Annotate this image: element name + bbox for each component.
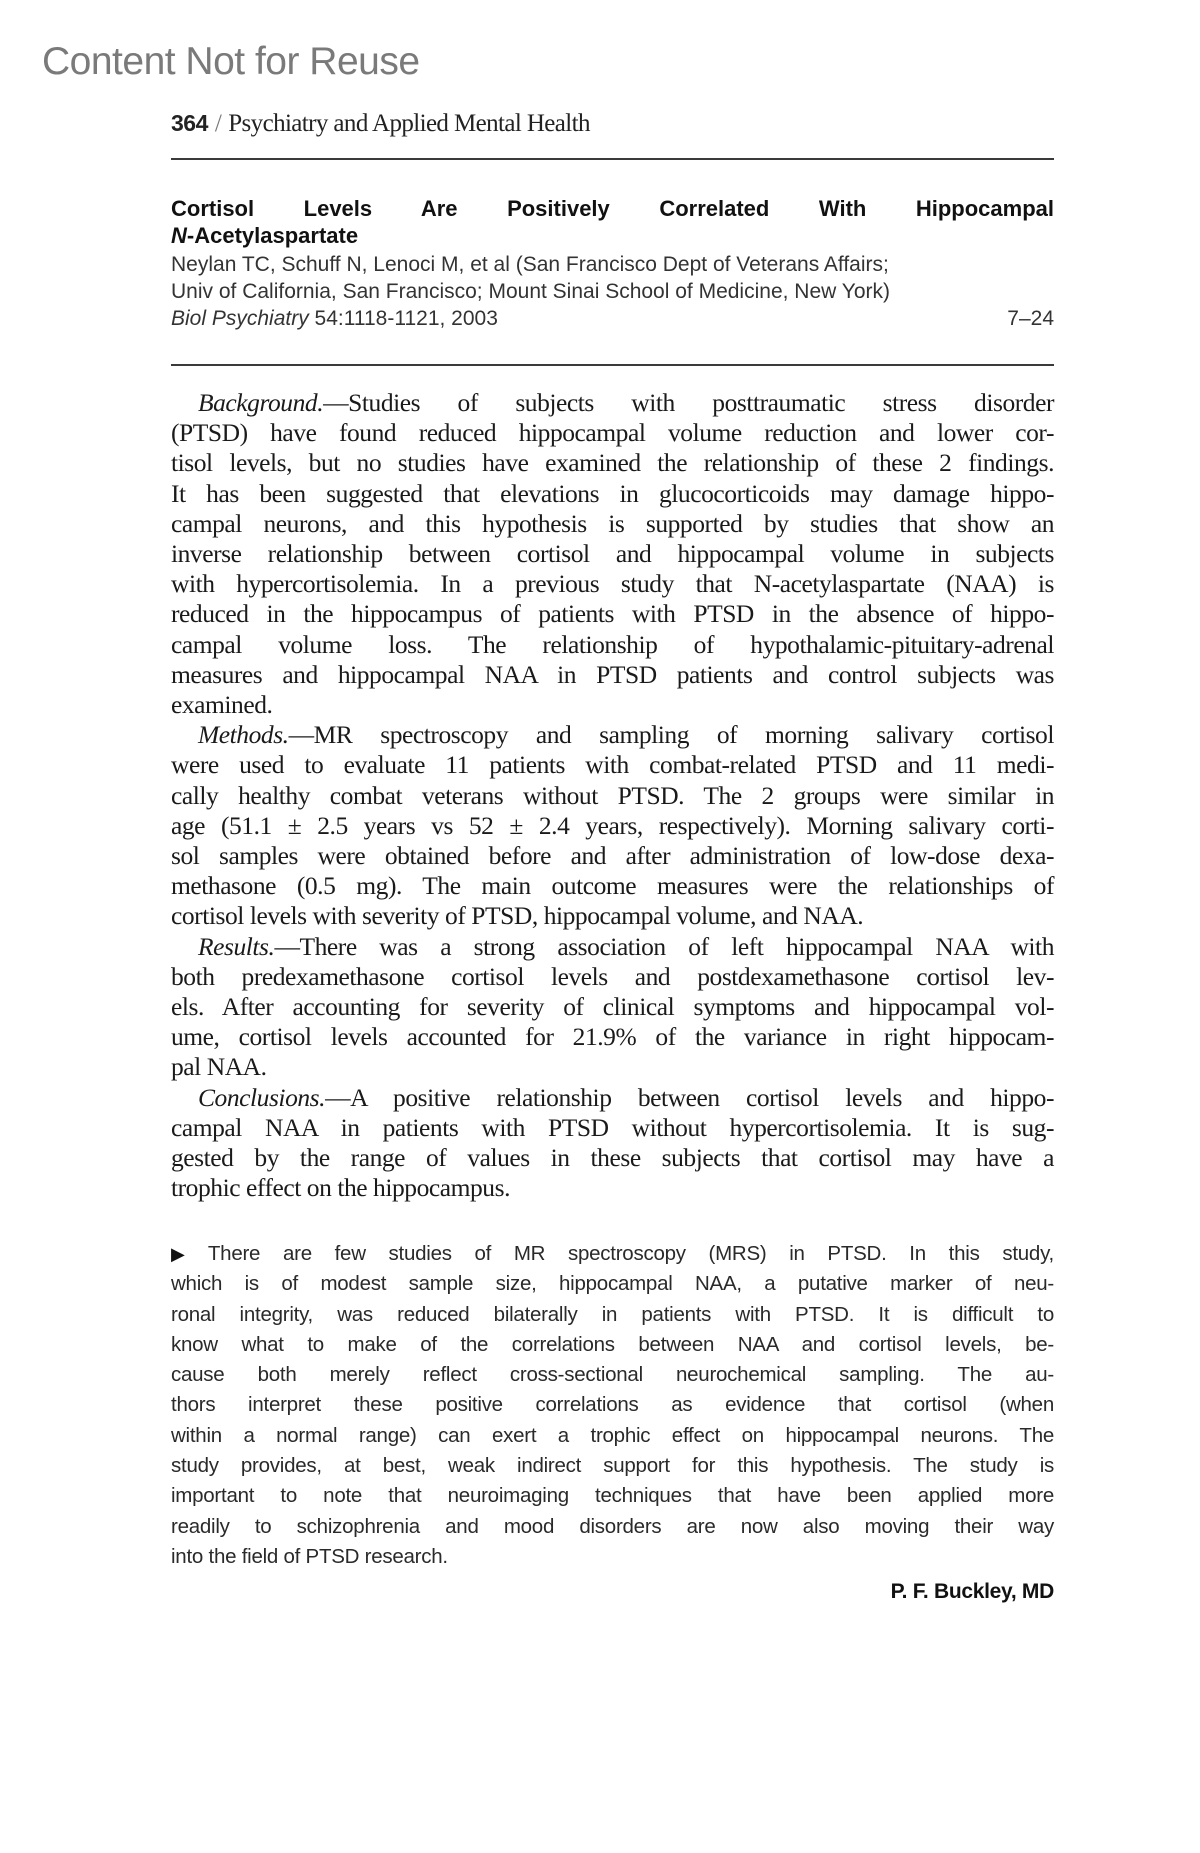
abstract-line: sol samples were obtained before and after administration of low-dose dexa- bbox=[171, 841, 1054, 871]
title-line-2-rest: -Acetylaspartate bbox=[186, 223, 359, 248]
authors-line-1: Neylan TC, Schuff N, Lenoci M, et al (San Francisco Dept of Veterans Affairs; bbox=[171, 253, 889, 276]
section-label: Background. bbox=[198, 388, 324, 417]
line-text: There are few studies of MR spectroscopy (MRS) in PTSD. In this study, bbox=[207, 1242, 1054, 1265]
abstract-line: measures and hippocampal NAA in PTSD patients and control subjects was bbox=[171, 659, 1054, 689]
abstract-line: with hypercortisolemia. In a previous study that N-acetylaspartate (NAA) is bbox=[171, 569, 1054, 599]
abstract-line: were used to evaluate 11 patients with combat-related PTSD and 11 medi- bbox=[171, 750, 1054, 780]
comment-line: ronal integrity, was reduced bilaterally in patients with PTSD. It is difficult to bbox=[171, 1302, 1054, 1326]
comment-line: which is of modest sample size, hippocampal NAA, a putative marker of neu- bbox=[171, 1272, 1054, 1296]
line-text: —There was a strong association of left hippocampal NAA with bbox=[274, 931, 1054, 961]
authors-affiliation bbox=[171, 251, 1054, 305]
reference-code: 7–24 bbox=[1007, 307, 1054, 330]
abstract-line: gested by the range of values in these subjects that cortisol may have a bbox=[171, 1143, 1054, 1173]
line-text: —Studies of subjects with posttraumatic stress disorder bbox=[323, 388, 1054, 417]
abstract-line bbox=[171, 720, 1054, 750]
abstract-line: both predexamethasone cortisol levels and postdexamethasone cortisol lev- bbox=[171, 961, 1054, 991]
authors-line-2: Univ of California, San Francisco; Mount Sinai School of Medicine, New York) bbox=[171, 280, 891, 303]
abstract bbox=[171, 388, 1054, 1203]
reviewer-signature: P. F. Buckley, MD bbox=[890, 1580, 1054, 1603]
title-line-2 bbox=[171, 223, 358, 248]
header-rule bbox=[171, 158, 1054, 160]
line-text: —MR spectroscopy and sampling of morning salivary cortisol bbox=[288, 720, 1054, 750]
abstract-line: (PTSD) have found reduced hippocampal volume reduction and lower cor- bbox=[171, 418, 1054, 448]
volume-pages-year: 54:1118-1121, 2003 bbox=[308, 307, 498, 330]
line-text: —A positive relationship between cortisol levels and hippo- bbox=[325, 1082, 1054, 1112]
running-head bbox=[171, 110, 1054, 138]
triangle-bullet-icon: ▶ bbox=[171, 1244, 202, 1264]
abstract-line bbox=[171, 1083, 1054, 1113]
comment-line: know what to make of the correlations between NAA and cortisol levels, be- bbox=[171, 1332, 1054, 1356]
abstract-line: trophic effect on the hippocampus. bbox=[171, 1173, 510, 1203]
watermark: Content Not for Reuse bbox=[42, 40, 420, 83]
abstract-conclusions bbox=[171, 1083, 1054, 1204]
section-label: Conclusions. bbox=[198, 1082, 326, 1112]
abstract-line: inverse relationship between cortisol and hippocampal volume in subjects bbox=[171, 539, 1054, 569]
abstract-line: ume, cortisol levels accounted for 21.9% of the variance in right hippocam- bbox=[171, 1022, 1054, 1052]
comment-line: into the field of PTSD research. bbox=[171, 1544, 448, 1568]
abstract-line bbox=[171, 388, 1054, 418]
page-number: 364 bbox=[171, 110, 208, 136]
abstract-line: cortisol levels with severity of PTSD, hippocampal volume, and NAA. bbox=[171, 901, 864, 931]
section-title: Psychiatry and Applied Mental Health bbox=[228, 110, 590, 137]
comment-line: thors interpret these positive correlations as evidence that cortisol (when bbox=[171, 1393, 1054, 1417]
citation-rule bbox=[171, 364, 1054, 366]
comment-line: cause both merely reflect cross-sectional neurochemical sampling. The au- bbox=[171, 1363, 1054, 1387]
comment-line: readily to schizophrenia and mood disorders are now also moving their way bbox=[171, 1514, 1054, 1538]
comment-line: important to note that neuroimaging techniques that have been applied more bbox=[171, 1484, 1054, 1508]
citation-block bbox=[171, 195, 1054, 332]
abstract-line: It has been suggested that elevations in glucocorticoids may damage hippo- bbox=[171, 478, 1054, 508]
section-label: Results. bbox=[198, 931, 275, 961]
abstract-line: examined. bbox=[171, 690, 273, 720]
abstract-background bbox=[171, 388, 1054, 720]
article-title bbox=[171, 195, 1054, 249]
title-line-1: Cortisol Levels Are Positively Correlated With Hippocampal bbox=[171, 196, 1054, 221]
journal-name: Biol Psychiatry bbox=[171, 307, 309, 330]
section-label: Methods. bbox=[198, 720, 289, 750]
comment-line bbox=[171, 1239, 1054, 1269]
abstract-line bbox=[171, 932, 1054, 962]
abstract-line: tisol levels, but no studies have examined the relationship of these 2 findings. bbox=[171, 448, 1054, 478]
comment-line: within a normal range) can exert a trophic effect on hippocampal neurons. The bbox=[171, 1423, 1054, 1447]
separator: / bbox=[214, 110, 222, 137]
abstract-line: pal NAA. bbox=[171, 1052, 267, 1082]
abstract-line: cally healthy combat veterans without PTSD. The 2 groups were similar in bbox=[171, 780, 1054, 810]
abstract-line: methasone (0.5 mg). The main outcome measures were the relationships of bbox=[171, 871, 1054, 901]
abstract-line: els. After accounting for severity of clinical symptoms and hippocampal vol- bbox=[171, 992, 1054, 1022]
abstract-line: age (51.1 ± 2.5 years vs 52 ± 2.4 years, respectively). Morning salivary corti- bbox=[171, 810, 1054, 840]
abstract-line: reduced in the hippocampus of patients with PTSD in the absence of hippo- bbox=[171, 599, 1054, 629]
abstract-line: campal NAA in patients with PTSD without hypercortisolemia. It is sug- bbox=[171, 1112, 1054, 1142]
comment-line: study provides, at best, weak indirect support for this hypothesis. The study is bbox=[171, 1454, 1054, 1478]
abstract-line: campal volume loss. The relationship of hypothalamic-pituitary-adrenal bbox=[171, 629, 1054, 659]
abstract-line: campal neurons, and this hypothesis is supported by studies that show an bbox=[171, 508, 1054, 538]
abstract-methods bbox=[171, 720, 1054, 931]
journal-reference bbox=[171, 305, 498, 332]
source-line bbox=[171, 305, 1054, 332]
abstract-results bbox=[171, 932, 1054, 1083]
editorial-commentary bbox=[171, 1239, 1054, 1572]
title-italic-n: N bbox=[171, 223, 187, 248]
